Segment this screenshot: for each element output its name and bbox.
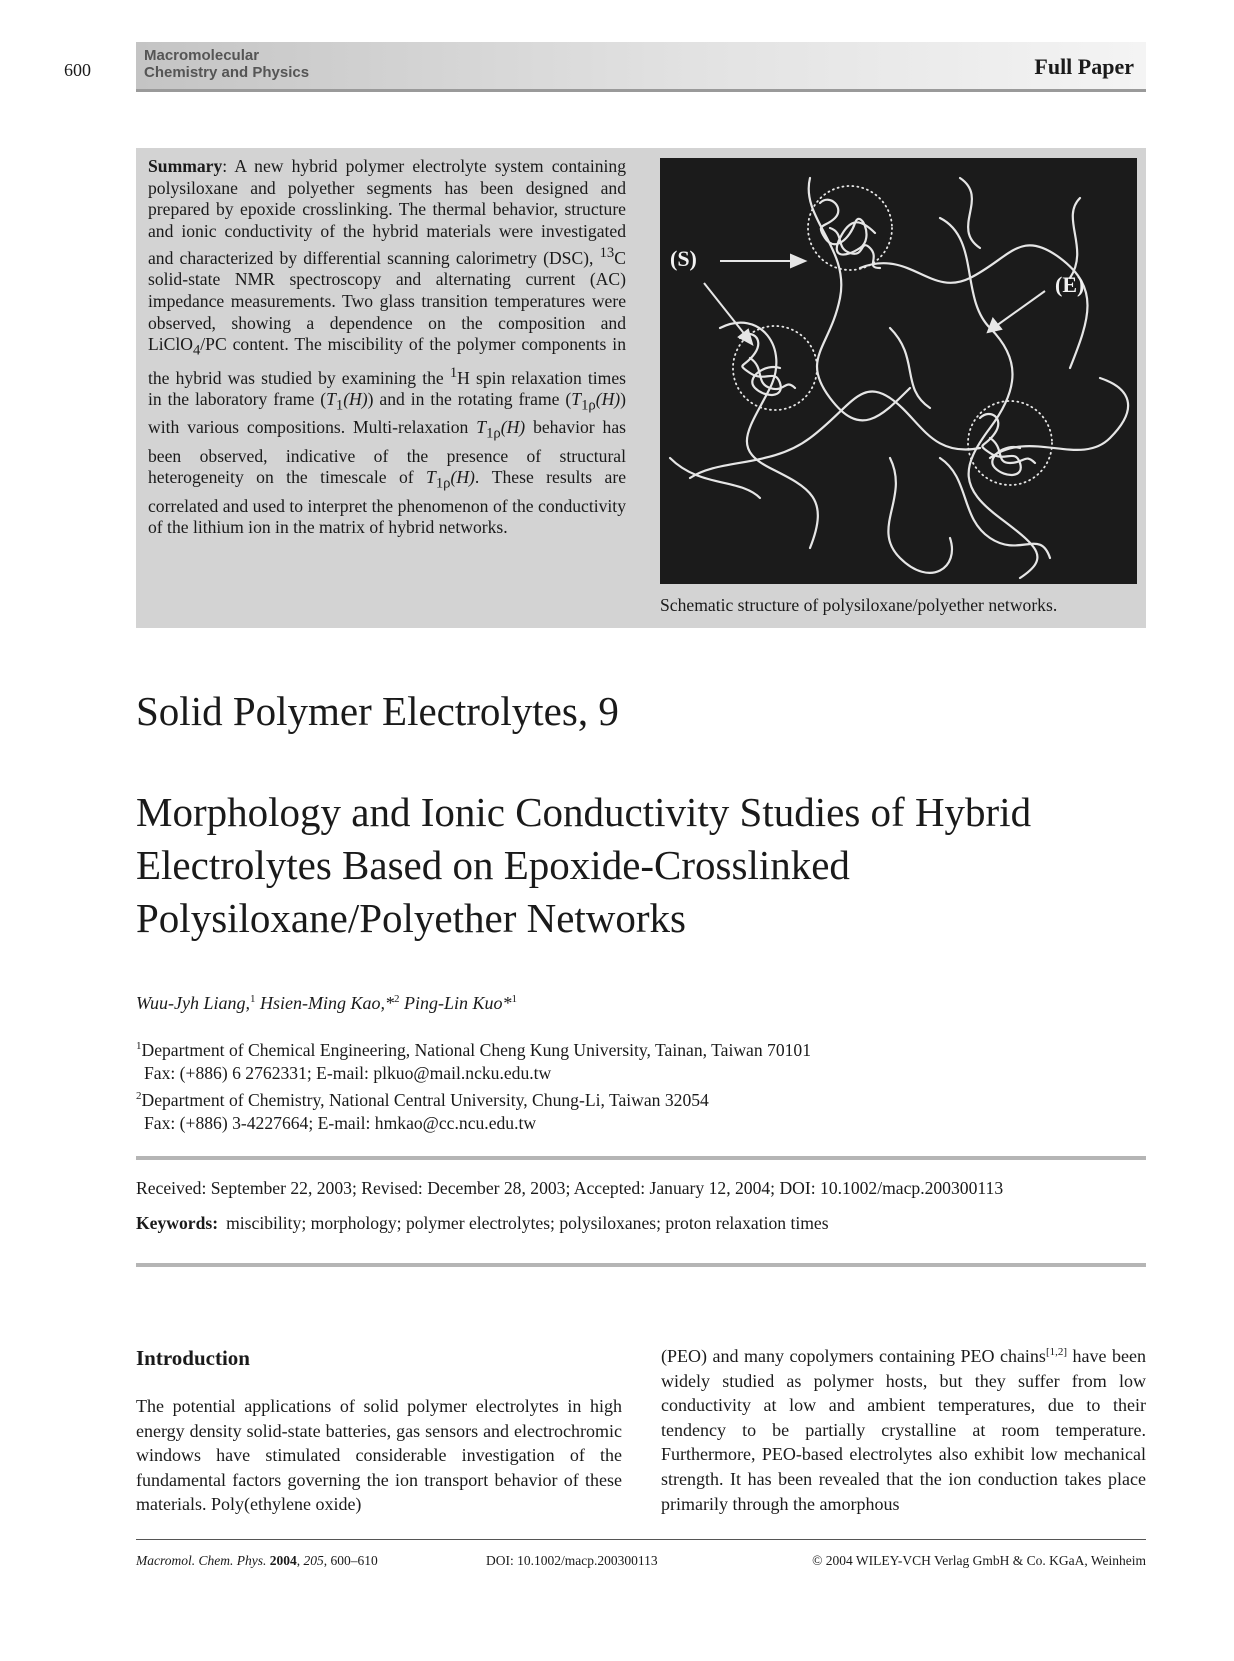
summary-fragment: ) and in the rotating frame (: [367, 389, 572, 410]
affiliation-1-contact: Fax: (+886) 6 2762331; E-mail: plkuo@mail.ncku.edu.tw: [144, 1062, 552, 1083]
summary-symbol: (H): [500, 417, 526, 438]
summary-fragment: H spin relaxation times in the laboratory frame (: [148, 367, 626, 410]
summary-fragment: behavior has been observed, indicative of the presence of structural heterogeneity on the timescale of: [148, 417, 626, 488]
schematic-figure: [660, 158, 1137, 584]
divider: [136, 1156, 1146, 1160]
summary-symbol: (H): [343, 389, 368, 410]
label-s: (S): [670, 246, 697, 271]
summary-label: Summary: [148, 156, 223, 176]
footer-journal: Macromol. Chem. Phys.: [136, 1553, 267, 1568]
journal-header-band: [136, 42, 1146, 92]
affiliation-1: [136, 1035, 811, 1062]
summary-sub: 1ρ: [435, 475, 451, 492]
polyether-chain: [670, 458, 760, 498]
author-name: Ping-Lin Kuo*: [404, 993, 512, 1013]
polyether-chain: [960, 178, 980, 248]
footer-pages: , 600–610: [323, 1553, 378, 1568]
affiliations: [136, 1035, 811, 1135]
keywords-label: Keywords:: [136, 1213, 219, 1233]
summary-fragment: : A new hybrid polymer electrolyte system containing polysiloxane and polyether segments has been designed and prepared by epoxide crosslinking. The thermal behavior, structure and ionic conductivity of the hybrid materials were investigated and characterized by differential scanning calorimetry (DSC),: [148, 156, 626, 268]
summary-fragment: C solid-state NMR spectroscopy and alternating current (AC) impedance measurements. Two glass transition temperatures were observed, showing a dependence on the composition and LiClO: [148, 247, 626, 355]
polyether-chain: [720, 323, 818, 548]
author-list: [136, 993, 517, 1014]
journal-name-line-2: Chemistry and Physics: [144, 64, 310, 81]
summary-box: [136, 148, 1146, 628]
affiliation-mark: 1: [136, 1040, 142, 1052]
body-fragment: have been widely studied as polymer hosts, but they suffer from low conductivity at low and ambient temperatures, due to their tendency to be partially crystalline at room temperature. Furthermore, PEO-based electrolytes also exhibit low mechanical strength. It has been revealed that the ion conduction takes place primarily through the amorphous: [661, 1346, 1146, 1514]
siloxane-tangle: [990, 438, 1035, 463]
article-title-line-1: Morphology and Ionic Conductivity Studies of Hybrid: [136, 789, 1032, 835]
body-column-left: The potential applications of solid polymer electrolytes in high energy density solid-state batteries, gas sensors and electrochromic windows have stimulated considerable investigation of the fundamental factors governing the ion transport behavior of these materials. Poly(ethylene oxide): [136, 1396, 622, 1515]
affiliation-text: Department of Chemical Engineering, National Cheng Kung University, Tainan, Taiwan 70101: [141, 1039, 812, 1060]
body-fragment: (PEO) and many copolymers containing PEO chains: [661, 1346, 1046, 1366]
received-dates: Received: September 22, 2003; Revised: December 28, 2003; Accepted: January 12, 2004; DOI: 10.1002/macp.200300113: [136, 1178, 1004, 1198]
summary-symbol: T: [426, 467, 436, 488]
summary-symbol: T: [571, 389, 582, 410]
article-type: Full Paper: [1034, 54, 1134, 79]
footer-copyright: © 2004 WILEY-VCH Verlag GmbH & Co. KGaA, Weinheim: [812, 1553, 1146, 1568]
affiliation-text: Department of Chemistry, National Central University, Chung-Li, Taiwan 32054: [141, 1089, 709, 1110]
summary-fragment: ) with various compositions. Multi-relaxation: [148, 389, 627, 438]
footer-volume: 205: [303, 1553, 324, 1568]
keywords: [136, 1213, 829, 1234]
journal-name: [144, 47, 309, 81]
polyether-chain: [809, 178, 910, 420]
summary-text: [148, 156, 626, 539]
polyether-chain: [940, 218, 1037, 578]
author-name: Wuu-Jyh Liang,: [136, 993, 250, 1013]
citation-ref: [1,2]: [1045, 1346, 1068, 1358]
summary-sub: 4: [192, 343, 201, 359]
summary-fragment: /PC content. The miscibility of the polymer components in the hybrid was studied by examining the: [148, 334, 626, 388]
summary-fragment: . These results are correlated and used to interpret the phenomenon of the conductivity of the lithium ion in the matrix of hybrid networks.: [148, 467, 626, 538]
label-e: (E): [1055, 272, 1085, 297]
article-title-line-2: Electrolytes Based on Epoxide-Crosslinked: [136, 842, 850, 888]
footer-citation: Macromol. Chem. Phys. 2004, 205, 600–610: [136, 1553, 378, 1568]
polyether-chain: [860, 245, 1088, 368]
siloxane-tangle: [980, 414, 1021, 475]
figure-caption: Schematic structure of polysiloxane/polyether networks.: [660, 595, 1058, 615]
author-affiliation-mark: 2: [394, 993, 400, 1005]
summary-symbol: T: [326, 389, 336, 410]
polyether-chain: [1070, 198, 1080, 278]
article-title: [136, 786, 1146, 945]
summary-sub: 1: [335, 397, 344, 414]
author-affiliation-mark: 1: [511, 993, 518, 1005]
arrow-head: [739, 330, 752, 344]
summary-sub: 1ρ: [486, 426, 501, 442]
polyether-chain: [890, 328, 930, 408]
summary-symbol: (H): [450, 467, 475, 488]
summary-sup: 1: [449, 364, 458, 381]
affiliation-2: [136, 1085, 811, 1112]
polyether-chain: [940, 458, 1050, 558]
affiliation-2-contact: Fax: (+886) 3-4227664; E-mail: hmkao@cc.ncu.edu.tw: [144, 1112, 537, 1133]
network-schematic: [660, 158, 1137, 584]
polyether-chain: [888, 458, 952, 573]
summary-sup: 13: [599, 244, 615, 261]
article-title-line-3: Polysiloxane/Polyether Networks: [136, 895, 687, 941]
summary-sub: 1ρ: [581, 397, 596, 414]
page-number: 600: [64, 60, 91, 80]
section-heading: Introduction: [136, 1346, 250, 1370]
author-name: Hsien-Ming Kao,*: [260, 993, 394, 1013]
series-title: Solid Polymer Electrolytes, 9: [136, 688, 619, 734]
affiliation-mark: 2: [136, 1089, 142, 1102]
footer-year: 2004: [269, 1553, 297, 1568]
divider: [136, 1263, 1146, 1267]
journal-name-line-1: Macromolecular: [144, 47, 260, 64]
arrow-head: [791, 255, 805, 267]
summary-symbol: T: [476, 417, 487, 438]
footer-doi: DOI: 10.1002/macp.200300113: [486, 1553, 658, 1568]
arrow-head: [988, 319, 1001, 332]
siloxane-tangle: [740, 334, 781, 395]
author-affiliation-mark: 1: [250, 993, 256, 1005]
footer-divider: [136, 1539, 1146, 1540]
arrow-e: [996, 291, 1045, 326]
arrow-s-down: [704, 283, 746, 336]
body-column-right: [661, 1344, 1146, 1516]
summary-symbol: (H): [595, 389, 621, 410]
keywords-list: miscibility; morphology; polymer electrolytes; polysiloxanes; proton relaxation times: [226, 1213, 829, 1233]
